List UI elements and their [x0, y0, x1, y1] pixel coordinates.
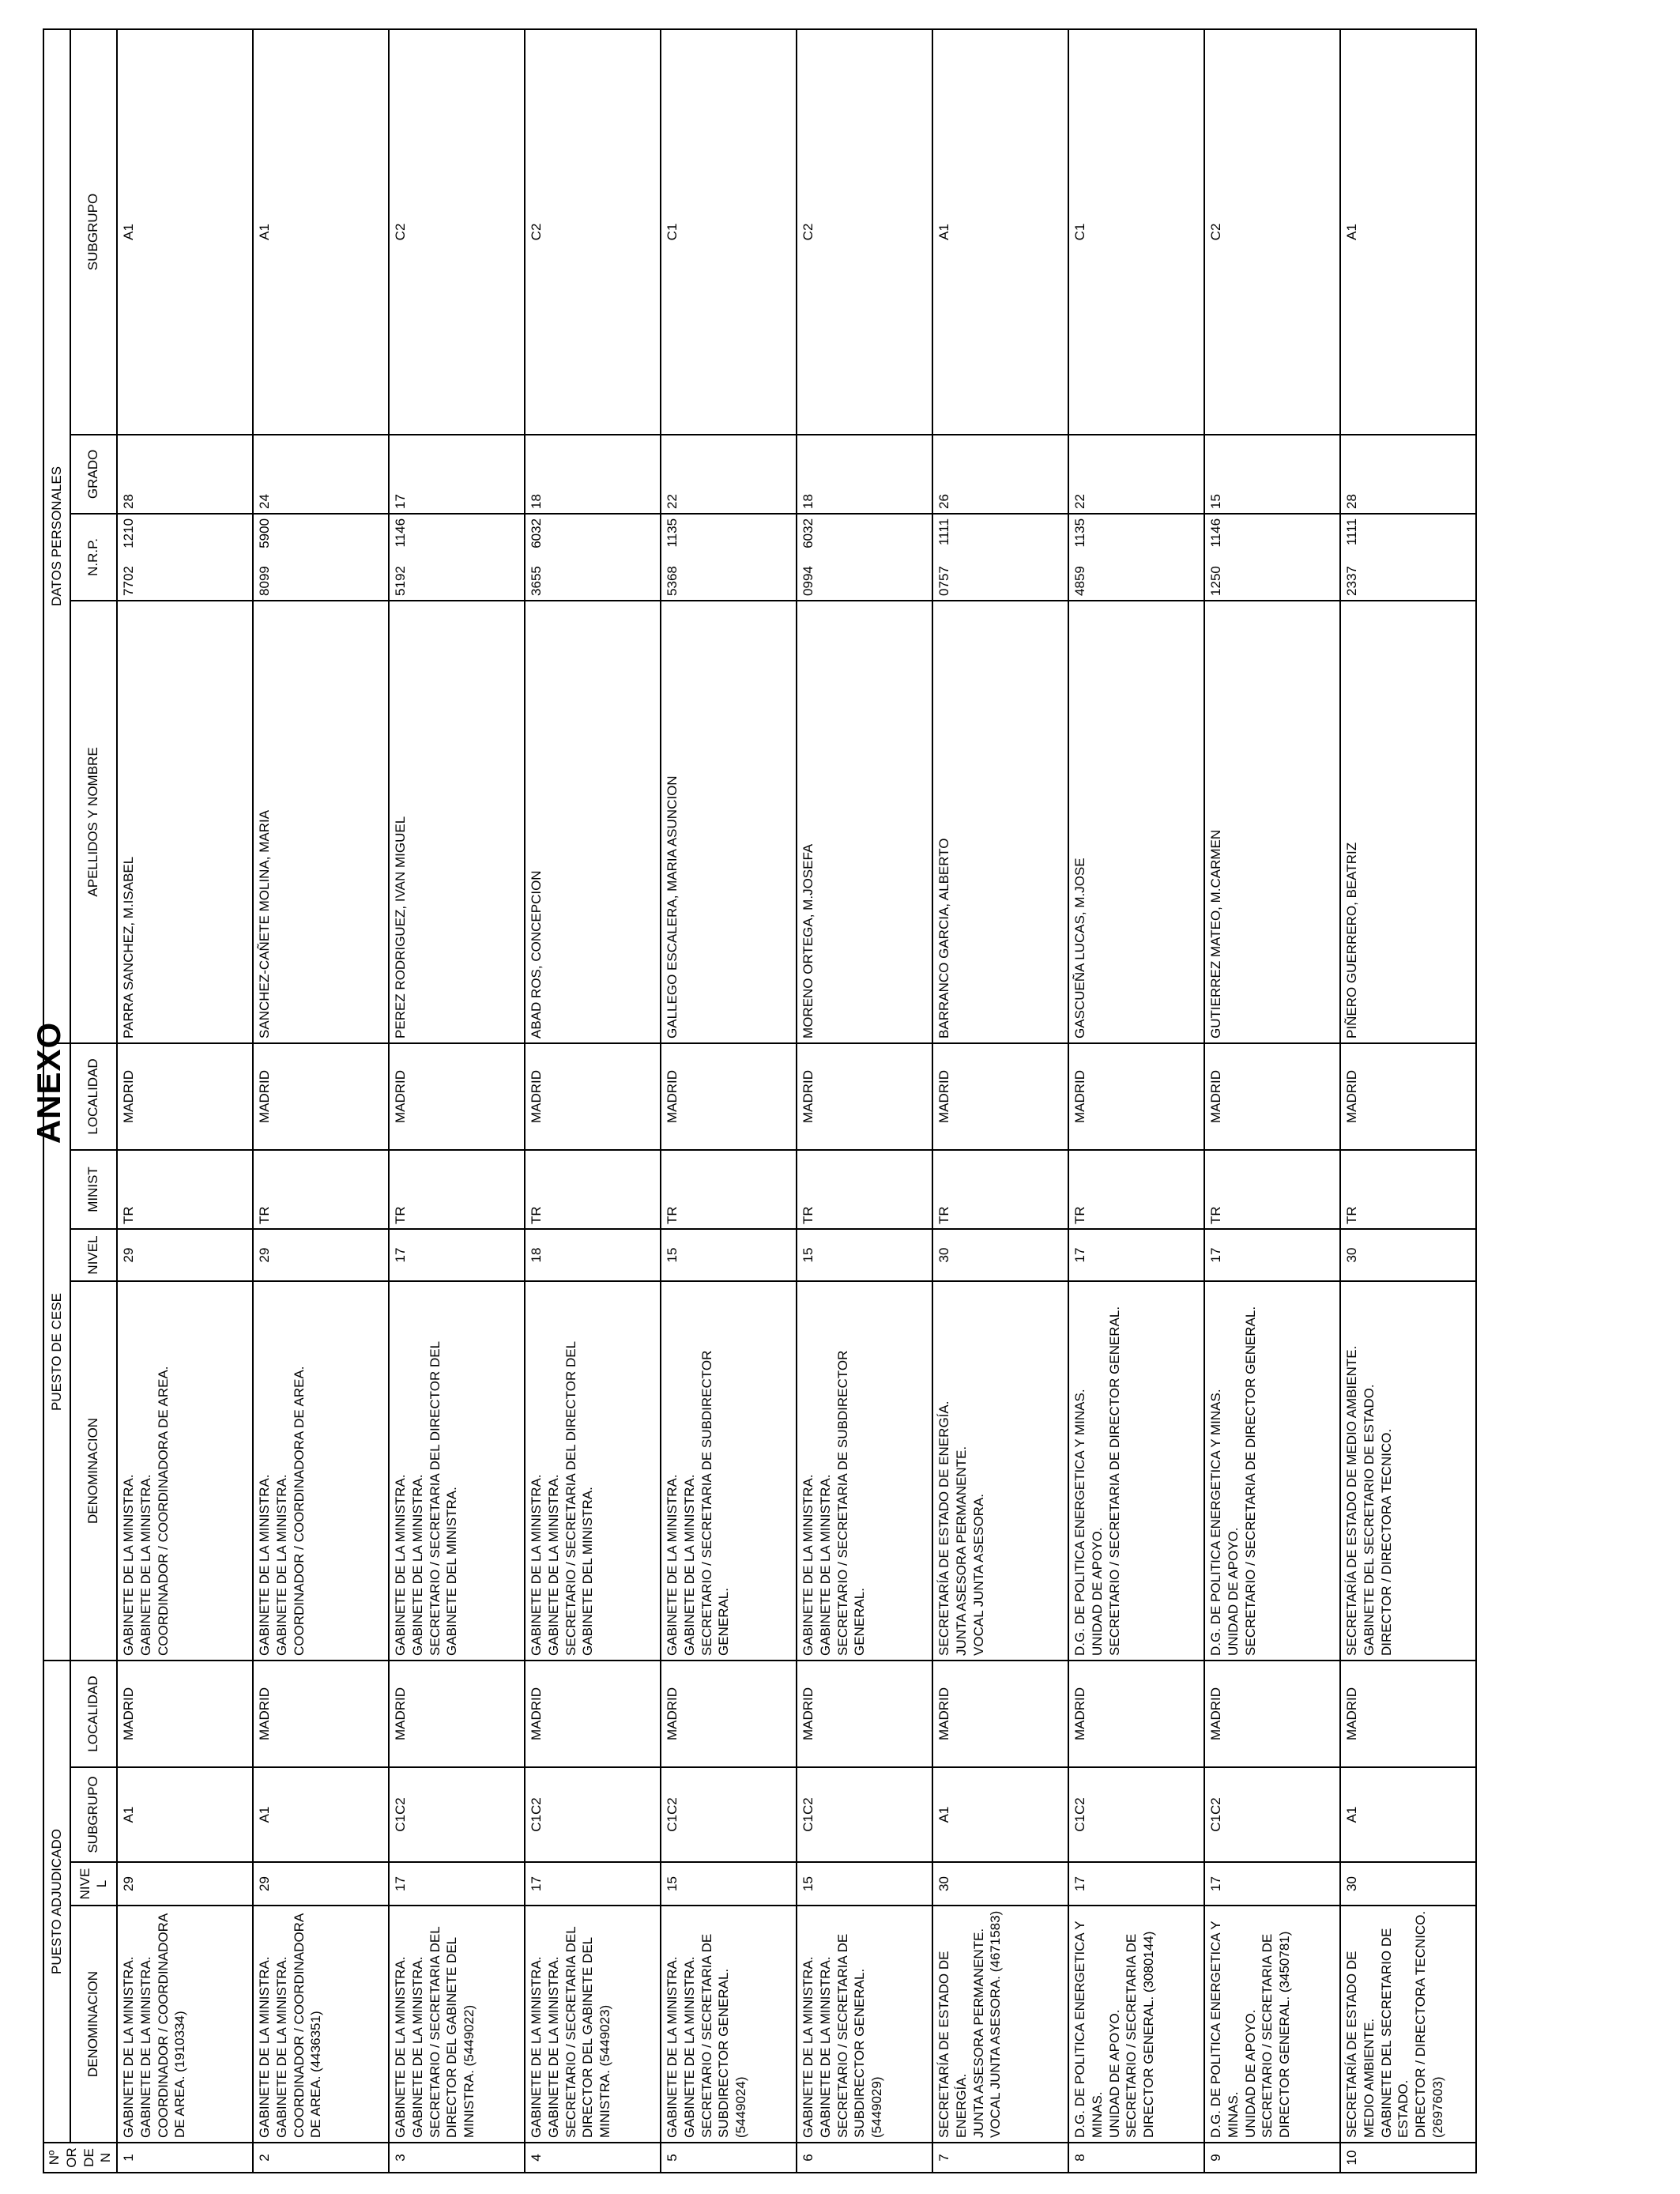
header-apellidos: APELLIDOS Y NOMBRE [70, 601, 117, 1043]
title-text: ANEXO [30, 1021, 67, 1144]
header-cese-nivel: NIVEL [70, 1229, 117, 1281]
nrp-part-b: 6032 [529, 518, 544, 548]
table-row [797, 29, 932, 2173]
apellidos-nombre: MORENO ORTEGA, M.JOSEFA [797, 601, 932, 1043]
cese-denominacion: D.G. DE POLITICA ENERGETICA Y MINAS. UNIDAD DE APOYO. SECRETARIO / SECRETARIA DE DIRECTOR GENERAL. [1204, 1281, 1340, 1661]
header-cese-minist: MINIST [70, 1150, 117, 1229]
cese-minist: TR [1068, 1150, 1204, 1229]
nrp-part-b: 5900 [257, 518, 272, 548]
cese-denominacion: GABINETE DE LA MINISTRA. GABINETE DE LA MINISTRA. COORDINADOR / COORDINADORA DE AREA. [117, 1281, 253, 1661]
apellidos-nombre: BARRANCO GARCIA, ALBERTO [932, 601, 1068, 1043]
row-orden: 4 [525, 2143, 661, 2173]
nrp-part-a: 2337 [1344, 566, 1359, 596]
adj-denominacion: GABINETE DE LA MINISTRA. GABINETE DE LA MINISTRA. SECRETARIO / SECRETARIA DE SUBDIRECTOR GENERAL. (5449024) [661, 1906, 797, 2143]
cese-localidad: MADRID [797, 1043, 932, 1150]
grado: 28 [1340, 435, 1476, 514]
nrp-part-b: 1111 [1344, 518, 1359, 546]
apellidos-nombre: GASCUEÑA LUCAS, M.JOSE [1068, 601, 1204, 1043]
cese-nivel: 17 [389, 1229, 525, 1281]
grado: 17 [389, 435, 525, 514]
cese-localidad: MADRID [253, 1043, 389, 1150]
cese-minist: TR [661, 1150, 797, 1229]
adj-denominacion: SECRETARÍA DE ESTADO DE MEDIO AMBIENTE. GABINETE DEL SECRETARIO DE ESTADO. DIRECTOR / DIRECTORA TECNICO. (2697603) [1340, 1906, 1476, 2143]
cese-nivel: 18 [525, 1229, 661, 1281]
cese-minist: TR [389, 1150, 525, 1229]
cese-localidad: MADRID [525, 1043, 661, 1150]
nrp-part-a: 5368 [665, 566, 680, 596]
cese-localidad: MADRID [389, 1043, 525, 1150]
cese-denominacion: SECRETARÍA DE ESTADO DE ENERGÍA. JUNTA ASESORA PERMANENTE. VOCAL JUNTA ASESORA. [932, 1281, 1068, 1661]
nrp [389, 514, 525, 601]
adj-denominacion: GABINETE DE LA MINISTRA. GABINETE DE LA MINISTRA. SECRETARIO / SECRETARIA DE SUBDIRECTOR GENERAL. (5449029) [797, 1906, 932, 2143]
adj-nivel: 17 [389, 1862, 525, 1906]
nrp [661, 514, 797, 601]
cese-minist: TR [932, 1150, 1068, 1229]
header-orden: Nº ORDEN [43, 2143, 117, 2173]
adj-subgrupo: C1C2 [1068, 1767, 1204, 1862]
nrp-part-b: 6032 [800, 518, 816, 548]
adj-denominacion: GABINETE DE LA MINISTRA. GABINETE DE LA MINISTRA. SECRETARIO / SECRETARIA DEL DIRECTOR DEL GABINETE DEL MINISTRA. (5449023) [525, 1906, 661, 2143]
row-orden: 9 [1204, 2143, 1340, 2173]
adj-subgrupo: A1 [253, 1767, 389, 1862]
cese-minist: TR [1340, 1150, 1476, 1229]
table-row [932, 29, 1068, 2173]
cese-nivel: 29 [253, 1229, 389, 1281]
header-puesto-cese: PUESTO DE CESE [43, 1043, 70, 1661]
header-cese-denominacion: DENOMINACION [70, 1281, 117, 1661]
header-puesto-adjudicado: PUESTO ADJUDICADO [43, 1661, 70, 2143]
cese-localidad: MADRID [1204, 1043, 1340, 1150]
nrp-part-a: 8099 [257, 566, 272, 596]
grado: 15 [1204, 435, 1340, 514]
row-orden: 2 [253, 2143, 389, 2173]
grado: 24 [253, 435, 389, 514]
nrp-part-b: 1146 [393, 518, 408, 548]
nrp-part-b: 1146 [1208, 518, 1223, 548]
apellidos-nombre: SANCHEZ-CAÑETE MOLINA, MARIA [253, 601, 389, 1043]
adj-localidad: MADRID [1340, 1661, 1476, 1767]
cese-nivel: 15 [797, 1229, 932, 1281]
nrp-part-a: 0757 [936, 566, 951, 596]
subgrupo: C2 [525, 29, 661, 435]
nrp-part-a: 1250 [1208, 566, 1223, 596]
adj-subgrupo: C1C2 [389, 1767, 525, 1862]
row-orden: 6 [797, 2143, 932, 2173]
header-adj-nivel: NIVEL [70, 1862, 117, 1906]
adj-localidad: MADRID [525, 1661, 661, 1767]
cese-minist: TR [1204, 1150, 1340, 1229]
adj-denominacion: SECRETARÍA DE ESTADO DE ENERGÍA. JUNTA ASESORA PERMANENTE. VOCAL JUNTA ASESORA. (4671583) [932, 1906, 1068, 2143]
cese-nivel: 17 [1204, 1229, 1340, 1281]
adj-nivel: 30 [1340, 1862, 1476, 1906]
adj-localidad: MADRID [661, 1661, 797, 1767]
adj-localidad: MADRID [797, 1661, 932, 1767]
row-orden: 8 [1068, 2143, 1204, 2173]
nrp-part-a: 0994 [800, 566, 816, 596]
apellidos-nombre: ABAD ROS, CONCEPCION [525, 601, 661, 1043]
header-adj-subgrupo: SUBGRUPO [70, 1767, 117, 1862]
adj-nivel: 30 [932, 1862, 1068, 1906]
cese-denominacion: D.G. DE POLITICA ENERGETICA Y MINAS. UNIDAD DE APOYO. SECRETARIO / SECRETARIA DE DIRECTOR GENERAL. [1068, 1281, 1204, 1661]
adj-localidad: MADRID [1204, 1661, 1340, 1767]
adj-denominacion: D.G. DE POLITICA ENERGETICA Y MINAS. UNIDAD DE APOYO. SECRETARIO / SECRETARIA DE DIRECTOR GENERAL. (3450781) [1204, 1906, 1340, 2143]
grado: 28 [117, 435, 253, 514]
table-body [117, 29, 1476, 2173]
header-datos-personales: DATOS PERSONALES [43, 29, 70, 1043]
header-adj-localidad: LOCALIDAD [70, 1661, 117, 1767]
header-grado: GRADO [70, 435, 117, 514]
apellidos-nombre: PEREZ RODRIGUEZ, IVAN MIGUEL [389, 601, 525, 1043]
nrp-part-b: 1135 [1072, 518, 1087, 548]
adj-nivel: 17 [1068, 1862, 1204, 1906]
subgrupo: A1 [253, 29, 389, 435]
adj-localidad: MADRID [389, 1661, 525, 1767]
subgrupo: C2 [1204, 29, 1340, 435]
cese-minist: TR [797, 1150, 932, 1229]
nrp [932, 514, 1068, 601]
adj-denominacion: GABINETE DE LA MINISTRA. GABINETE DE LA MINISTRA. COORDINADOR / COORDINADORA DE AREA. (1910334) [117, 1906, 253, 2143]
cese-localidad: MADRID [1340, 1043, 1476, 1150]
apellidos-nombre: GALLEGO ESCALERA, MARIA ASUNCION [661, 601, 797, 1043]
apellidos-nombre: PARRA SANCHEZ, M.ISABEL [117, 601, 253, 1043]
header-subgrupo: SUBGRUPO [70, 29, 117, 435]
apellidos-nombre: GUTIERREZ MATEO, M.CARMEN [1204, 601, 1340, 1043]
header-nrp: N.R.P. [70, 514, 117, 601]
row-orden: 7 [932, 2143, 1068, 2173]
adj-nivel: 17 [525, 1862, 661, 1906]
table-row [1068, 29, 1204, 2173]
nrp [797, 514, 932, 601]
table-row [117, 29, 253, 2173]
nrp [1340, 514, 1476, 601]
nrp [1204, 514, 1340, 601]
nrp-part-a: 4859 [1072, 566, 1087, 596]
row-orden: 3 [389, 2143, 525, 2173]
subgrupo: A1 [117, 29, 253, 435]
adj-nivel: 29 [117, 1862, 253, 1906]
table-row [389, 29, 525, 2173]
cese-nivel: 30 [932, 1229, 1068, 1281]
grado: 22 [661, 435, 797, 514]
cese-localidad: MADRID [1068, 1043, 1204, 1150]
adj-denominacion: D.G. DE POLITICA ENERGETICA Y MINAS. UNIDAD DE APOYO. SECRETARIO / SECRETARIA DE DIRECTOR GENERAL. (3080144) [1068, 1906, 1204, 2143]
adj-denominacion: GABINETE DE LA MINISTRA. GABINETE DE LA MINISTRA. COORDINADOR / COORDINADORA DE AREA. (4436351) [253, 1906, 389, 2143]
adj-denominacion: GABINETE DE LA MINISTRA. GABINETE DE LA MINISTRA. SECRETARIO / SECRETARIA DEL DIRECTOR DEL GABINETE DEL MINISTRA. (5449022) [389, 1906, 525, 2143]
grado: 18 [525, 435, 661, 514]
adj-nivel: 17 [1204, 1862, 1340, 1906]
anexo-table [43, 28, 1477, 2173]
nrp [525, 514, 661, 601]
cese-localidad: MADRID [117, 1043, 253, 1150]
cese-nivel: 30 [1340, 1229, 1476, 1281]
adj-nivel: 15 [797, 1862, 932, 1906]
table-row [525, 29, 661, 2173]
cese-nivel: 29 [117, 1229, 253, 1281]
adj-subgrupo: C1C2 [661, 1767, 797, 1862]
subgrupo: C1 [661, 29, 797, 435]
cese-denominacion: GABINETE DE LA MINISTRA. GABINETE DE LA MINISTRA. SECRETARIO / SECRETARIA DEL DIRECTOR DEL GABINETE DEL MINISTRA. [389, 1281, 525, 1661]
cese-nivel: 15 [661, 1229, 797, 1281]
header-adj-denominacion: DENOMINACION [70, 1906, 117, 2143]
subgrupo: C2 [797, 29, 932, 435]
nrp-part-b: 1135 [665, 518, 680, 548]
nrp-part-a: 5192 [393, 566, 408, 596]
nrp-part-b: 1210 [121, 518, 136, 548]
subgrupo: A1 [932, 29, 1068, 435]
subgrupo: C1 [1068, 29, 1204, 435]
grado: 18 [797, 435, 932, 514]
cese-minist: TR [525, 1150, 661, 1229]
table-row [661, 29, 797, 2173]
row-orden: 10 [1340, 2143, 1476, 2173]
adj-nivel: 29 [253, 1862, 389, 1906]
nrp [117, 514, 253, 601]
adj-subgrupo: C1C2 [525, 1767, 661, 1862]
cese-denominacion: SECRETARÍA DE ESTADO DE MEDIO AMBIENTE. GABINETE DEL SECRETARIO DE ESTADO. DIRECTOR / DIRECTORA TECNICO. [1340, 1281, 1476, 1661]
nrp-part-a: 7702 [121, 566, 136, 596]
cese-denominacion: GABINETE DE LA MINISTRA. GABINETE DE LA MINISTRA. SECRETARIO / SECRETARIA DE SUBDIRECTOR GENERAL. [797, 1281, 932, 1661]
table-row [1204, 29, 1340, 2173]
cese-localidad: MADRID [932, 1043, 1068, 1150]
table-row [1340, 29, 1476, 2173]
adj-subgrupo: A1 [932, 1767, 1068, 1862]
adj-localidad: MADRID [253, 1661, 389, 1767]
adj-subgrupo: C1C2 [797, 1767, 932, 1862]
nrp-part-b: 1111 [936, 518, 951, 546]
subgrupo: C2 [389, 29, 525, 435]
table-row [253, 29, 389, 2173]
cese-localidad: MADRID [661, 1043, 797, 1150]
subgrupo: A1 [1340, 29, 1476, 435]
adj-localidad: MADRID [932, 1661, 1068, 1767]
header-cese-localidad: LOCALIDAD [70, 1043, 117, 1150]
nrp [253, 514, 389, 601]
cese-nivel: 17 [1068, 1229, 1204, 1281]
adj-subgrupo: A1 [1340, 1767, 1476, 1862]
adj-localidad: MADRID [117, 1661, 253, 1767]
nrp-part-a: 3655 [529, 566, 544, 596]
apellidos-nombre: PIÑERO GUERRERO, BEATRIZ [1340, 601, 1476, 1043]
grado: 22 [1068, 435, 1204, 514]
adj-subgrupo: C1C2 [1204, 1767, 1340, 1862]
cese-minist: TR [253, 1150, 389, 1229]
grado: 26 [932, 435, 1068, 514]
row-orden: 1 [117, 2143, 253, 2173]
adj-localidad: MADRID [1068, 1661, 1204, 1767]
cese-denominacion: GABINETE DE LA MINISTRA. GABINETE DE LA MINISTRA. SECRETARIO / SECRETARIA DEL DIRECTOR DEL GABINETE DEL MINISTRA. [525, 1281, 661, 1661]
cese-denominacion: GABINETE DE LA MINISTRA. GABINETE DE LA MINISTRA. SECRETARIO / SECRETARIA DE SUBDIRECTOR GENERAL. [661, 1281, 797, 1661]
nrp [1068, 514, 1204, 601]
cese-minist: TR [117, 1150, 253, 1229]
row-orden: 5 [661, 2143, 797, 2173]
adj-subgrupo: A1 [117, 1767, 253, 1862]
adj-nivel: 15 [661, 1862, 797, 1906]
cese-denominacion: GABINETE DE LA MINISTRA. GABINETE DE LA MINISTRA. COORDINADOR / COORDINADORA DE AREA. [253, 1281, 389, 1661]
